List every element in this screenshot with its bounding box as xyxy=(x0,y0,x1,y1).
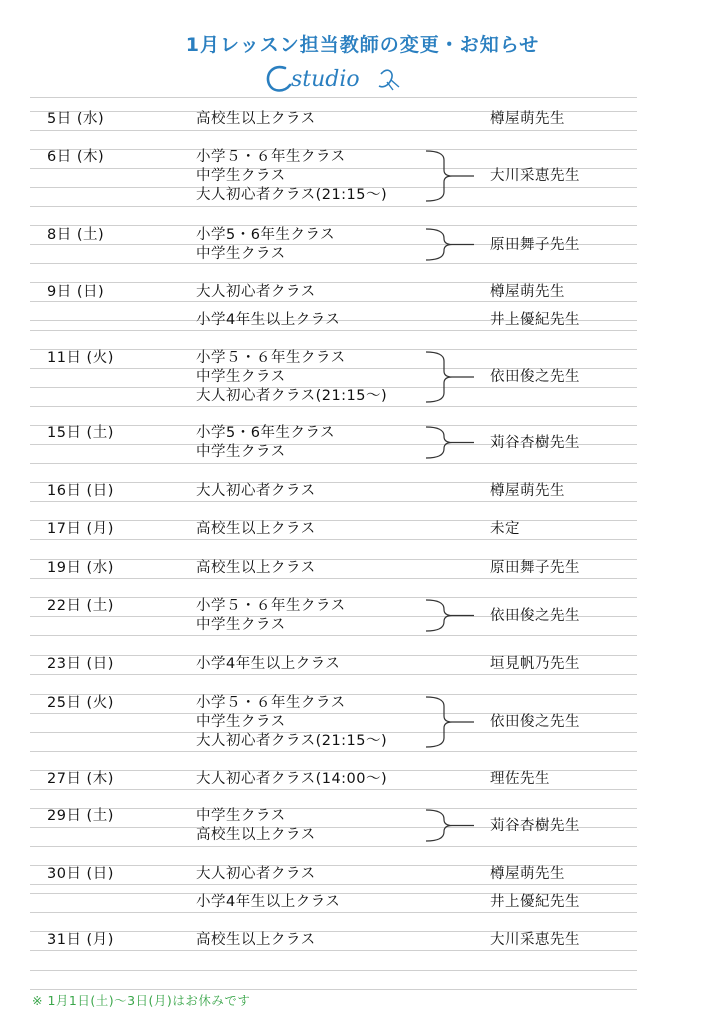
logo-text: studio xyxy=(291,67,360,92)
row-class: 大人初心者クラス(21:15～) xyxy=(196,388,388,404)
grouping-brace xyxy=(426,809,476,846)
row-date: 5日 (水) xyxy=(47,111,105,127)
row-teacher: 井上優紀先生 xyxy=(490,312,580,328)
row-teacher: 原田舞子先生 xyxy=(490,560,580,576)
row-class: 中学生クラス xyxy=(196,714,286,730)
ruled-line xyxy=(30,206,637,207)
row-class: 大人初心者クラス(14:00～) xyxy=(196,771,388,787)
row-date: 22日 (土) xyxy=(47,598,114,614)
ruled-line xyxy=(30,578,637,579)
grouping-brace xyxy=(426,351,476,407)
grouping-brace xyxy=(426,599,476,636)
row-date: 19日 (水) xyxy=(47,560,114,576)
ruled-line xyxy=(30,406,637,407)
ruled-line xyxy=(30,808,637,809)
row-teacher: 樽屋萌先生 xyxy=(490,111,565,127)
row-date: 25日 (火) xyxy=(47,695,114,711)
row-class: 中学生クラス xyxy=(196,617,286,633)
ruled-line xyxy=(30,884,637,885)
row-teacher: 苅谷杏樹先生 xyxy=(490,434,580,451)
row-class: 中学生クラス xyxy=(196,168,286,184)
row-class: 中学生クラス xyxy=(196,444,286,460)
row-class: 大人初心者クラス(21:15～) xyxy=(196,733,388,749)
row-teacher: 原田舞子先生 xyxy=(490,236,580,253)
row-class: 高校生以上クラス xyxy=(196,560,316,576)
row-teacher: 樽屋萌先生 xyxy=(490,866,565,882)
row-class: 高校生以上クラス xyxy=(196,521,316,537)
row-teacher: 苅谷杏樹先生 xyxy=(490,817,580,834)
row-class: 小学5・6年生クラス xyxy=(196,227,336,243)
row-class: 小学4年生以上クラス xyxy=(196,894,341,910)
row-class: 大人初心者クラス xyxy=(196,483,316,499)
row-class: 小学５・６年生クラス xyxy=(196,598,346,614)
ruled-line xyxy=(30,263,637,264)
row-class: 大人初心者クラス xyxy=(196,284,316,300)
ruled-line xyxy=(30,635,637,636)
ruled-line xyxy=(30,989,637,990)
row-date: 31日 (月) xyxy=(47,932,114,948)
row-teacher: 垣見帆乃先生 xyxy=(490,656,580,672)
row-class: 高校生以上クラス xyxy=(196,932,316,948)
ruled-line xyxy=(30,751,637,752)
row-date: 11日 (火) xyxy=(47,350,114,366)
row-date: 29日 (土) xyxy=(47,808,114,824)
row-teacher: 依田俊之先生 xyxy=(490,369,580,385)
row-class: 高校生以上クラス xyxy=(196,827,316,843)
ruled-line xyxy=(30,130,637,131)
row-teacher: 大川采恵先生 xyxy=(490,932,580,948)
ruled-line xyxy=(30,463,637,464)
row-date: 17日 (月) xyxy=(47,521,114,537)
row-class: 小学５・６年生クラス xyxy=(196,350,346,366)
row-date: 15日 (土) xyxy=(47,425,114,441)
grouping-brace xyxy=(426,696,476,752)
row-date: 9日 (日) xyxy=(47,284,105,300)
row-class: 小学５・６年生クラス xyxy=(196,695,346,711)
ruled-line xyxy=(30,970,637,971)
row-teacher: 未定 xyxy=(490,521,520,537)
row-class: 高校生以上クラス xyxy=(196,111,316,127)
row-class: 中学生クラス xyxy=(196,808,286,824)
page-title: 1月レッスン担当教師の変更・お知らせ xyxy=(185,34,540,56)
row-class: 中学生クラス xyxy=(196,246,286,262)
row-class: 小学５・６年生クラス xyxy=(196,149,346,165)
ruled-line xyxy=(30,912,637,913)
row-date: 23日 (日) xyxy=(47,656,114,672)
holiday-note: ※ 1月1日(土)～3日(月)はお休みです xyxy=(32,993,251,1008)
ruled-line xyxy=(30,520,637,521)
row-class: 大人初心者クラス(21:15～) xyxy=(196,187,388,203)
row-teacher: 理佐先生 xyxy=(490,771,550,787)
row-date: 8日 (土) xyxy=(47,227,105,243)
grouping-brace xyxy=(426,150,476,206)
row-class: 小学5・6年生クラス xyxy=(196,425,336,441)
row-date: 16日 (日) xyxy=(47,483,114,499)
ruled-line xyxy=(30,950,637,951)
ruled-line xyxy=(30,97,637,98)
row-class: 小学4年生以上クラス xyxy=(196,656,341,672)
ruled-line xyxy=(30,789,637,790)
grouping-brace xyxy=(426,426,476,463)
row-teacher: 大川采恵先生 xyxy=(490,168,580,184)
grouping-brace xyxy=(426,228,476,265)
row-date: 30日 (日) xyxy=(47,866,114,882)
row-teacher: 依田俊之先生 xyxy=(490,714,580,730)
studio-logo xyxy=(263,60,413,96)
ruled-line xyxy=(30,501,637,502)
row-teacher: 依田俊之先生 xyxy=(490,607,580,624)
row-class: 小学4年生以上クラス xyxy=(196,312,341,328)
row-date: 6日 (木) xyxy=(47,149,105,165)
row-teacher: 井上優紀先生 xyxy=(490,894,580,910)
ruled-line xyxy=(30,330,637,331)
row-date: 27日 (木) xyxy=(47,771,114,787)
row-teacher: 樽屋萌先生 xyxy=(490,483,565,499)
row-class: 大人初心者クラス xyxy=(196,866,316,882)
ruled-line xyxy=(30,846,637,847)
ruled-line xyxy=(30,674,637,675)
row-class: 中学生クラス xyxy=(196,369,286,385)
ruled-line xyxy=(30,539,637,540)
row-teacher: 樽屋萌先生 xyxy=(490,284,565,300)
